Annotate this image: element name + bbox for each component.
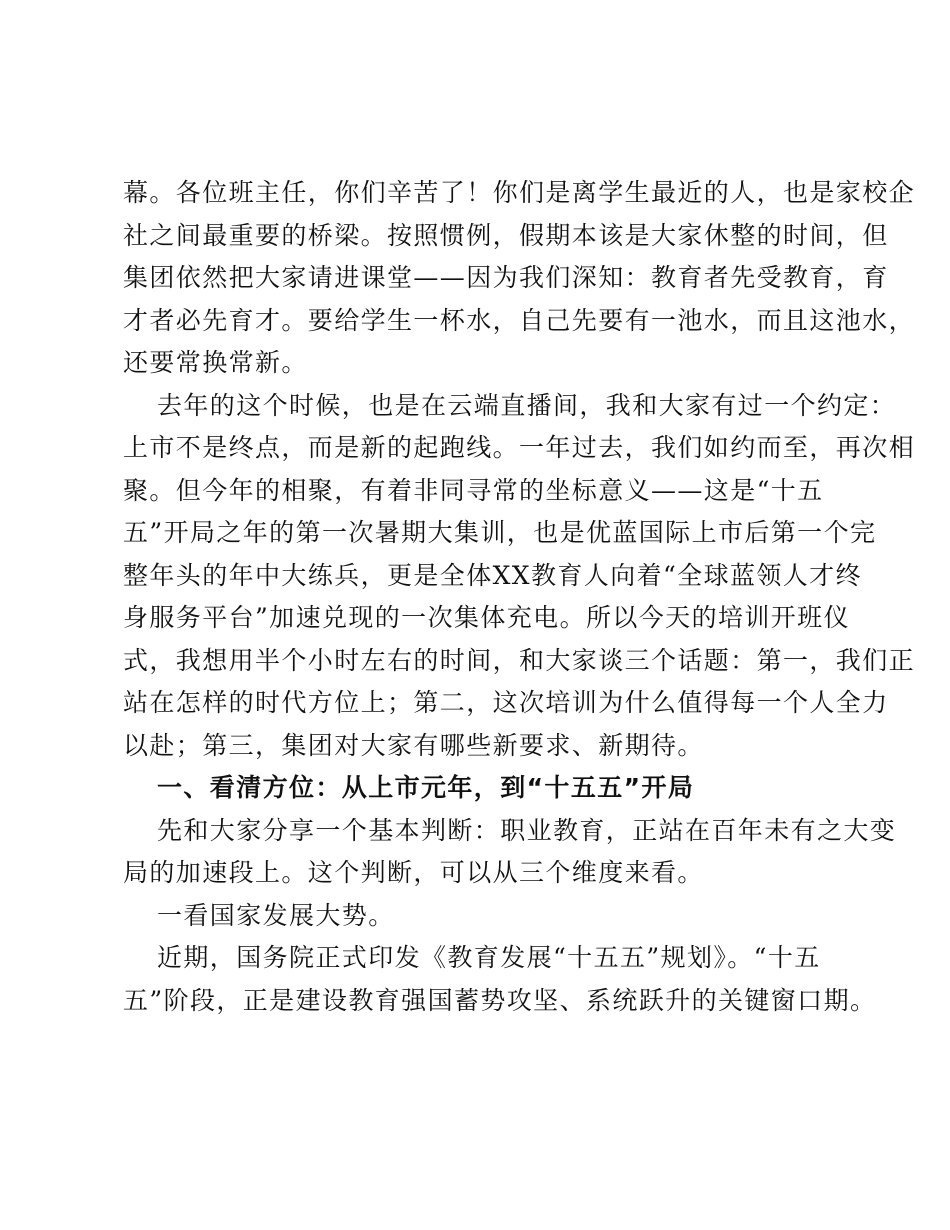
document-page [123, 172, 916, 1022]
text-line: 一看国家发展大势。 [157, 900, 395, 930]
text-line: 近期，国务院正式印发《教育发展“十五五”规划》。“十五 [157, 943, 821, 972]
text-line: 还要常换常新。 [123, 348, 308, 377]
text-line: 幕。各位班主任，你们辛苦了！你们是离学生最近的人，也是家校企 [123, 178, 916, 207]
text-line: 身服务平台”加速兑现的一次集体充电。所以今天的培训开班仪 [123, 603, 850, 632]
text-line: 去年的这个时候，也是在云端直播间，我和大家有过一个约定： [157, 390, 897, 420]
paragraph-1 [123, 172, 916, 385]
paragraph-2 [123, 385, 916, 768]
text-line: 以赴；第三，集团对大家有哪些新要求、新期待。 [123, 730, 704, 760]
text-line: 五”阶段，正是建设教育强国蓄势攻坚、系统跃升的关键窗口期。 [123, 985, 877, 1015]
text-line: 式，我想用半个小时左右的时间，和大家谈三个话题：第一，我们正 [123, 645, 916, 675]
text-line: 社之间最重要的桥梁。按照惯例，假期本该是大家休整的时间，但 [123, 220, 889, 250]
text-line: 站在怎样的时代方位上；第二，这次培训为什么值得每一个人全力 [123, 688, 889, 717]
text-line: 五”开局之年的第一次暑期大集训，也是优蓝国际上市后第一个完 [123, 518, 877, 547]
text-line: 局的加速段上。这个判断，可以从三个维度来看。 [123, 858, 704, 887]
paragraph-4 [123, 895, 833, 938]
paragraph-3 [123, 810, 897, 895]
text-line: 上市不是终点，而是新的起跑线。一年过去，我们如约而至，再次相 [123, 433, 916, 462]
paragraph-5 [123, 937, 877, 1022]
text-line: 才者必先育才。要给学生一杯水，自己先要有一池水，而且这池水， [123, 305, 916, 335]
text-line: 集团依然把大家请进课堂——因为我们深知：教育者先受教育，育 [123, 263, 889, 292]
text-line: 先和大家分享一个基本判断：职业教育，正站在百年未有之大变 [157, 815, 897, 845]
text-line: 聚。但今年的相聚，有着非同寻常的坐标意义——这是“十五 [123, 475, 824, 505]
text-line: 整年头的年中大练兵，更是全体XX教育人向着“全球蓝领人才终 [123, 560, 862, 590]
section-heading: 一、看清方位：从上市元年，到“十五五”开局 [157, 773, 695, 802]
